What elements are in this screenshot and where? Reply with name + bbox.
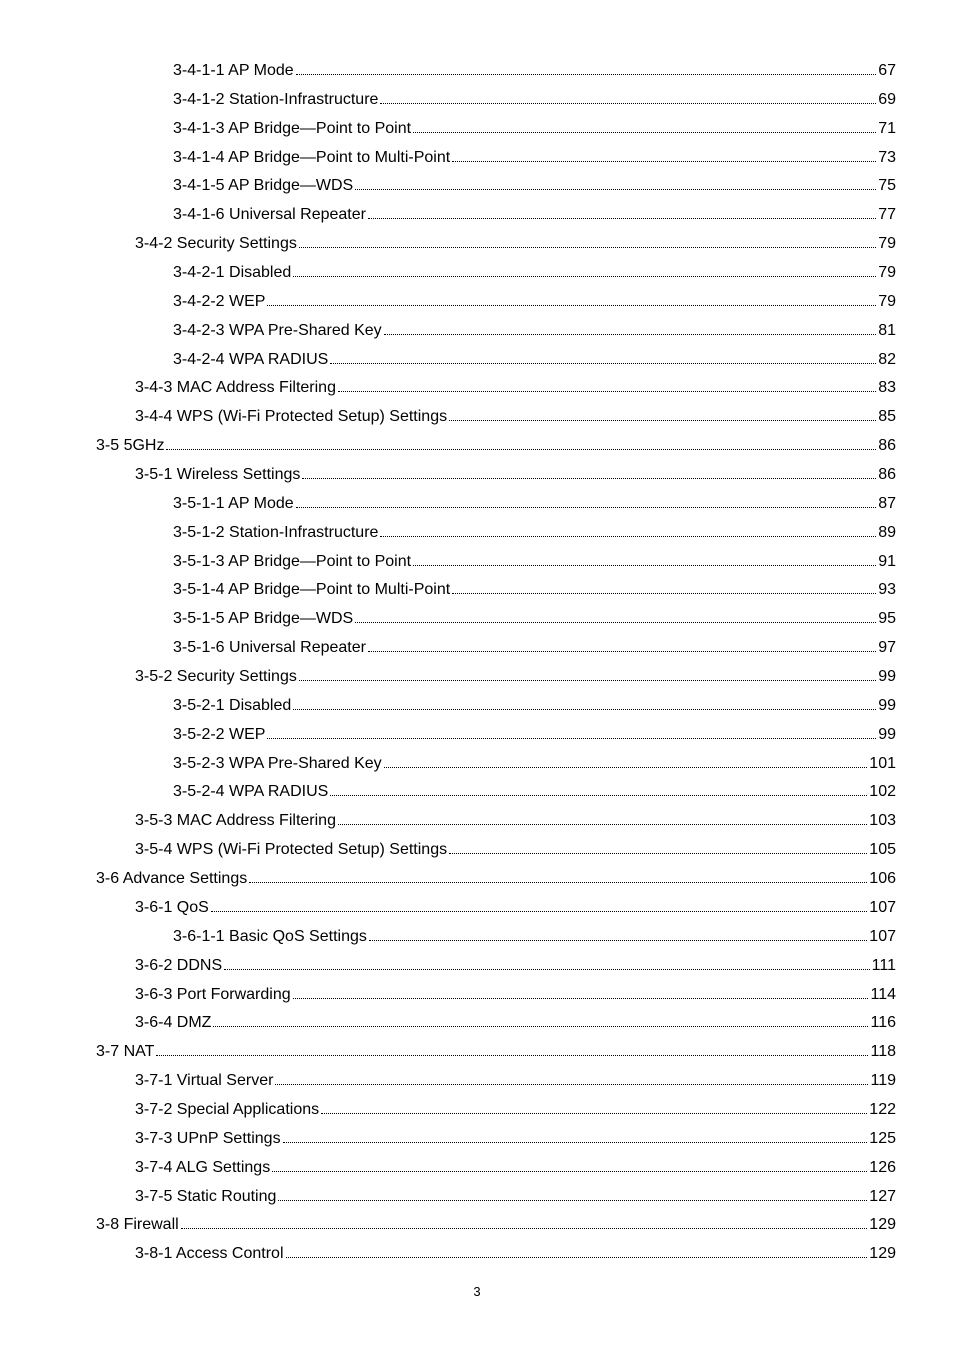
toc-dot-leader — [296, 506, 877, 508]
toc-dot-leader — [369, 939, 867, 941]
toc-dot-leader — [384, 766, 868, 768]
toc-dot-leader — [224, 968, 870, 970]
toc-entry-title[interactable]: 3-7 NAT — [96, 1043, 155, 1061]
toc-entry-page[interactable]: 125 — [869, 1129, 896, 1147]
toc-entry-page[interactable]: 126 — [869, 1158, 896, 1176]
toc-entry[interactable] — [96, 144, 896, 173]
toc-dot-leader — [267, 737, 876, 739]
toc-entry-page[interactable]: 105 — [869, 841, 896, 859]
toc-dot-leader — [299, 679, 876, 681]
toc-entry[interactable] — [96, 346, 896, 375]
toc-dot-leader — [355, 621, 876, 623]
toc-dot-leader — [213, 1025, 868, 1027]
toc-entry-page[interactable]: 69 — [878, 90, 896, 108]
toc-entry[interactable] — [96, 1009, 896, 1038]
toc-entry-title[interactable]: 3-5-1-3 AP Bridge—Point to Point — [173, 552, 412, 570]
toc-entry-page[interactable]: 81 — [878, 321, 896, 339]
toc-entry-page[interactable]: 79 — [878, 235, 896, 253]
toc-entry-page[interactable]: 93 — [878, 581, 896, 599]
toc-entry-title[interactable]: 3-5 5GHz — [96, 437, 165, 455]
toc-dot-leader — [296, 73, 877, 75]
toc-entry[interactable] — [96, 172, 896, 201]
toc-dot-leader — [293, 708, 876, 710]
toc-entry-page[interactable]: 102 — [869, 783, 896, 801]
toc-entry-page[interactable]: 77 — [878, 206, 896, 224]
toc-dot-leader — [275, 1083, 868, 1085]
toc-entry-title[interactable]: 3-5-2-2 WEP — [173, 725, 266, 743]
toc-entry-page[interactable]: 86 — [878, 437, 896, 455]
toc-entry-page[interactable]: 83 — [878, 379, 896, 397]
toc-dot-leader — [293, 275, 876, 277]
table-of-contents — [96, 57, 896, 1269]
toc-entry[interactable] — [96, 403, 896, 432]
toc-entry-title[interactable]: 3-5-3 MAC Address Filtering — [135, 812, 336, 830]
toc-entry[interactable] — [96, 317, 896, 346]
toc-entry[interactable] — [96, 807, 896, 836]
toc-entry[interactable] — [96, 461, 896, 490]
toc-entry[interactable] — [96, 57, 896, 86]
toc-dot-leader — [181, 1227, 868, 1229]
toc-entry-title[interactable]: 3-4-1-4 AP Bridge—Point to Multi-Point — [173, 148, 451, 166]
toc-entry-page[interactable]: 99 — [878, 725, 896, 743]
toc-entry[interactable] — [96, 692, 896, 721]
toc-dot-leader — [380, 102, 876, 104]
toc-entry-title[interactable]: 3-4-3 MAC Address Filtering — [135, 379, 336, 397]
toc-dot-leader — [338, 823, 867, 825]
toc-entry-page[interactable]: 75 — [878, 177, 896, 195]
toc-entry-page[interactable]: 129 — [869, 1216, 896, 1234]
toc-entry-title[interactable]: 3-5-2-3 WPA Pre-Shared Key — [173, 754, 382, 772]
toc-dot-leader — [302, 477, 876, 479]
toc-entry-page[interactable]: 129 — [869, 1245, 896, 1263]
toc-entry[interactable] — [96, 923, 896, 952]
toc-dot-leader — [299, 246, 876, 248]
toc-entry-title[interactable]: 3-4-2-3 WPA Pre-Shared Key — [173, 321, 382, 339]
toc-entry-page[interactable]: 106 — [869, 870, 896, 888]
toc-entry-title[interactable]: 3-4-2-1 Disabled — [173, 264, 292, 282]
toc-entry-page[interactable]: 86 — [878, 466, 896, 484]
toc-entry-title[interactable]: 3-6 Advance Settings — [96, 870, 248, 888]
toc-entry-page[interactable]: 79 — [878, 264, 896, 282]
toc-entry-page[interactable]: 79 — [878, 292, 896, 310]
toc-entry-page[interactable]: 97 — [878, 639, 896, 657]
toc-dot-leader — [368, 650, 876, 652]
toc-entry-title[interactable]: 3-6-1-1 Basic QoS Settings — [173, 927, 367, 945]
toc-entry[interactable] — [96, 1211, 896, 1240]
toc-entry[interactable] — [96, 230, 896, 259]
toc-entry-title[interactable]: 3-8 Firewall — [96, 1216, 179, 1234]
toc-entry[interactable] — [96, 1067, 896, 1096]
toc-dot-leader — [449, 852, 867, 854]
toc-entry[interactable] — [96, 865, 896, 894]
toc-entry-title[interactable]: 3-5-2-4 WPA RADIUS — [173, 783, 329, 801]
toc-entry-title[interactable]: 3-4-1-6 Universal Repeater — [173, 206, 366, 224]
toc-entry-title[interactable]: 3-7-4 ALG Settings — [135, 1158, 271, 1176]
toc-entry-title[interactable]: 3-5-1-1 AP Mode — [173, 494, 294, 512]
toc-dot-leader — [283, 1141, 868, 1143]
toc-entry-title[interactable]: 3-5-1-6 Universal Repeater — [173, 639, 366, 657]
toc-entry-title[interactable]: 3-8-1 Access Control — [135, 1245, 284, 1263]
toc-entry-page[interactable]: 118 — [870, 1043, 896, 1061]
toc-entry-page[interactable]: 85 — [878, 408, 896, 426]
toc-entry-title[interactable]: 3-7-5 Static Routing — [135, 1187, 277, 1205]
toc-entry[interactable] — [96, 836, 896, 865]
toc-entry[interactable] — [96, 115, 896, 144]
toc-dot-leader — [330, 362, 876, 364]
toc-entry[interactable] — [96, 952, 896, 981]
toc-entry-title[interactable]: 3-7-3 UPnP Settings — [135, 1129, 281, 1147]
toc-dot-leader — [166, 448, 876, 450]
toc-entry-title[interactable]: 3-4-1-1 AP Mode — [173, 62, 294, 79]
toc-entry-title[interactable]: 3-5-1-4 AP Bridge—Point to Multi-Point — [173, 581, 451, 599]
toc-entry-page[interactable]: 89 — [878, 523, 896, 541]
toc-dot-leader — [338, 390, 876, 392]
toc-entry-title[interactable]: 3-5-1 Wireless Settings — [135, 466, 301, 484]
toc-entry[interactable] — [96, 981, 896, 1010]
toc-entry[interactable] — [96, 1125, 896, 1154]
toc-entry[interactable] — [96, 201, 896, 230]
toc-entry-page[interactable]: 116 — [870, 1014, 896, 1032]
toc-entry[interactable] — [96, 519, 896, 548]
toc-entry[interactable] — [96, 778, 896, 807]
toc-entry-page[interactable]: 107 — [869, 927, 896, 945]
toc-entry[interactable] — [96, 605, 896, 634]
toc-dot-leader — [272, 1170, 867, 1172]
toc-entry-page[interactable]: 82 — [878, 350, 896, 368]
toc-dot-leader — [211, 910, 867, 912]
toc-dot-leader — [413, 131, 876, 133]
toc-entry-page[interactable]: 122 — [869, 1100, 896, 1118]
toc-entry[interactable] — [96, 634, 896, 663]
page-number: 3 — [473, 1284, 481, 1299]
toc-dot-leader — [449, 419, 876, 421]
toc-entry-title[interactable]: 3-4-1-3 AP Bridge—Point to Point — [173, 119, 412, 137]
toc-dot-leader — [380, 535, 876, 537]
toc-entry-page[interactable]: 107 — [869, 898, 896, 916]
toc-dot-leader — [452, 160, 876, 162]
toc-dot-leader — [330, 794, 867, 796]
toc-entry-page[interactable]: 71 — [878, 119, 896, 137]
toc-entry[interactable] — [96, 576, 896, 605]
toc-entry[interactable] — [96, 86, 896, 115]
toc-entry[interactable] — [96, 432, 896, 461]
toc-entry-title[interactable]: 3-5-2 Security Settings — [135, 668, 297, 686]
toc-entry-title[interactable]: 3-5-1-5 AP Bridge—WDS — [173, 610, 354, 628]
toc-entry-title[interactable]: 3-5-4 WPS (Wi-Fi Protected Setup) Settings — [135, 841, 448, 859]
toc-entry-title[interactable]: 3-6-3 Port Forwarding — [135, 985, 291, 1003]
toc-entry-title[interactable]: 3-6-4 DMZ — [135, 1014, 212, 1032]
toc-entry-page[interactable]: 127 — [869, 1187, 896, 1205]
toc-entry[interactable] — [96, 548, 896, 577]
toc-dot-leader — [368, 217, 876, 219]
toc-dot-leader — [293, 997, 869, 999]
toc-entry-title[interactable]: 3-4-2-4 WPA RADIUS — [173, 350, 329, 368]
toc-entry-title[interactable]: 3-6-1 QoS — [135, 898, 209, 916]
toc-entry-title[interactable]: 3-6-2 DDNS — [135, 956, 223, 974]
toc-entry[interactable] — [96, 1154, 896, 1183]
toc-entry-title[interactable]: 3-4-2 Security Settings — [135, 235, 297, 253]
toc-entry-page[interactable]: 119 — [870, 1072, 896, 1090]
toc-entry-page[interactable]: 73 — [878, 148, 896, 166]
toc-entry[interactable] — [96, 288, 896, 317]
toc-entry-title[interactable]: 3-4-2-2 WEP — [173, 292, 266, 310]
toc-dot-leader — [278, 1199, 867, 1201]
toc-dot-leader — [355, 188, 876, 190]
toc-dot-leader — [413, 564, 876, 566]
toc-entry[interactable] — [96, 663, 896, 692]
toc-entry-title[interactable]: 3-4-4 WPS (Wi-Fi Protected Setup) Settings — [135, 408, 448, 426]
toc-entry-page[interactable]: 67 — [878, 62, 896, 79]
toc-dot-leader — [249, 881, 867, 883]
toc-entry-title[interactable]: 3-7-1 Virtual Server — [135, 1072, 274, 1090]
toc-entry[interactable] — [96, 490, 896, 519]
toc-entry[interactable] — [96, 750, 896, 779]
toc-dot-leader — [452, 592, 876, 594]
toc-entry[interactable] — [96, 894, 896, 923]
toc-entry-page[interactable]: 95 — [878, 610, 896, 628]
toc-dot-leader — [156, 1054, 868, 1056]
toc-entry-page[interactable]: 87 — [878, 494, 896, 512]
toc-entry-title[interactable]: 3-4-1-5 AP Bridge—WDS — [173, 177, 354, 195]
toc-entry[interactable] — [96, 721, 896, 750]
toc-entry[interactable] — [96, 1038, 896, 1067]
toc-entry-page[interactable]: 103 — [869, 812, 896, 830]
toc-entry-title[interactable]: 3-5-1-2 Station-Infrastructure — [173, 523, 379, 541]
toc-entry[interactable] — [96, 259, 896, 288]
toc-entry-title[interactable]: 3-5-2-1 Disabled — [173, 696, 292, 714]
toc-dot-leader — [321, 1112, 867, 1114]
toc-entry-title[interactable]: 3-7-2 Special Applications — [135, 1100, 320, 1118]
toc-entry-page[interactable]: 99 — [878, 696, 896, 714]
toc-dot-leader — [286, 1256, 868, 1258]
toc-entry-page[interactable]: 114 — [870, 985, 896, 1003]
toc-entry[interactable] — [96, 1183, 896, 1212]
toc-entry[interactable] — [96, 1096, 896, 1125]
toc-dot-leader — [267, 304, 876, 306]
toc-entry-page[interactable]: 91 — [878, 552, 896, 570]
toc-entry[interactable] — [96, 374, 896, 403]
toc-dot-leader — [384, 333, 877, 335]
toc-entry-page[interactable]: 99 — [878, 668, 896, 686]
toc-entry-page[interactable]: 101 — [869, 754, 896, 772]
toc-entry[interactable] — [96, 1240, 896, 1269]
toc-entry-page[interactable]: 111 — [871, 956, 896, 974]
toc-entry-title[interactable]: 3-4-1-2 Station-Infrastructure — [173, 90, 379, 108]
